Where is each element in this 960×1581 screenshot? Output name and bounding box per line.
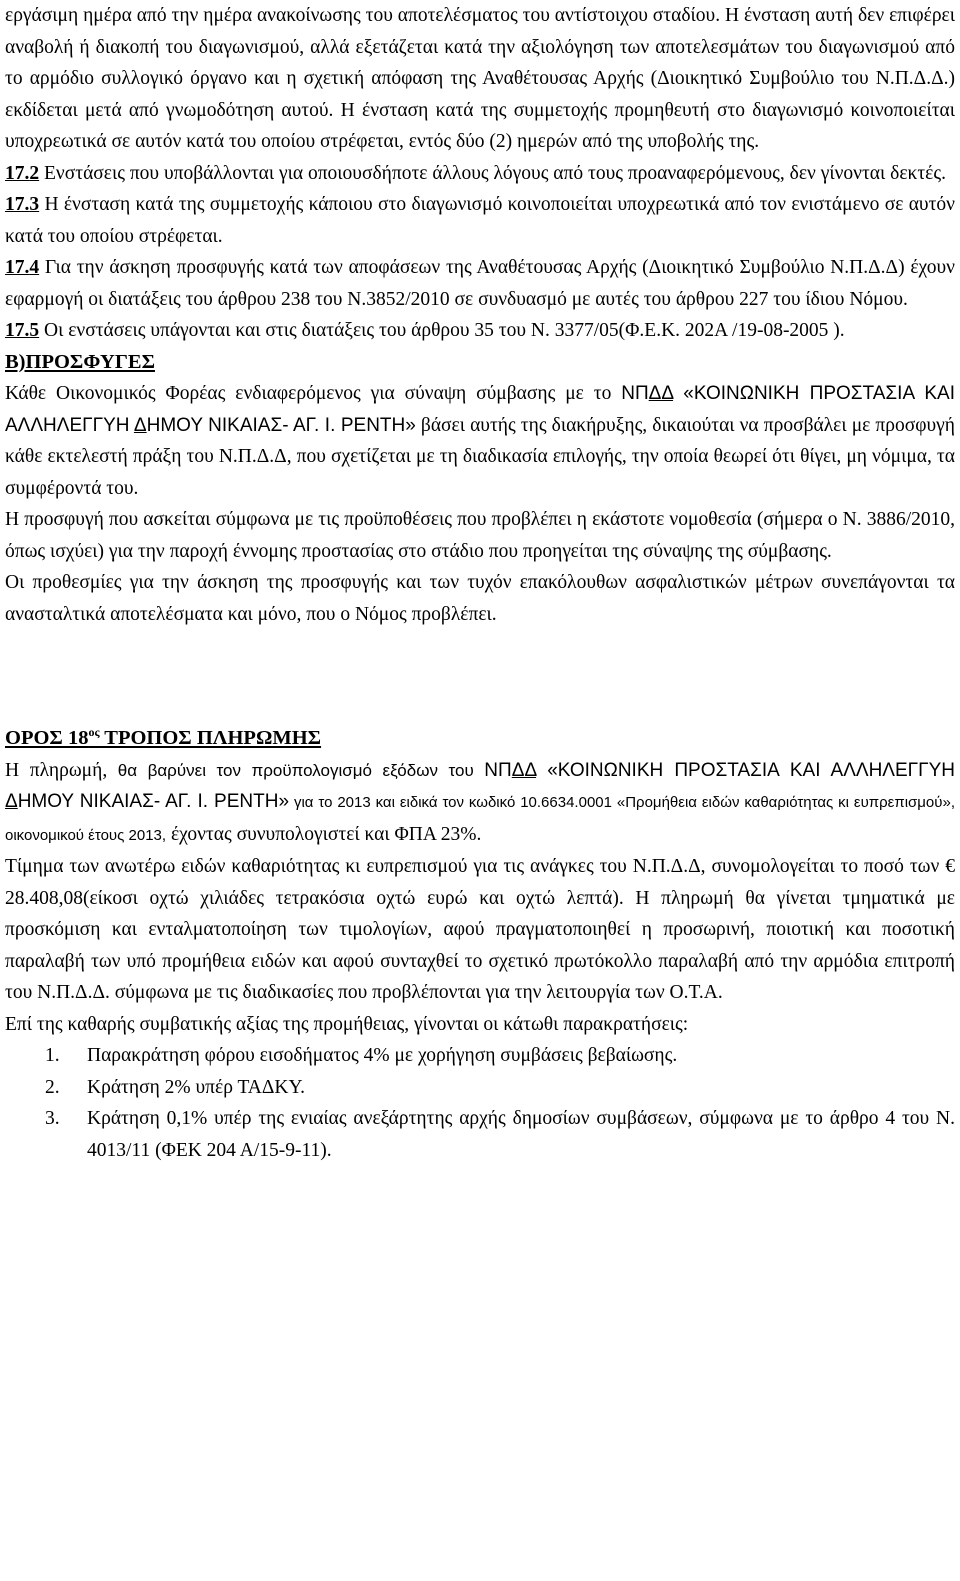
list-number: 3. xyxy=(45,1108,60,1129)
clause-number xyxy=(5,194,39,215)
appeals-paragraph-2 xyxy=(5,504,955,567)
org-name-underlined: ΔΔ xyxy=(648,383,674,404)
term-18-heading xyxy=(5,723,955,755)
clause-number xyxy=(5,320,39,341)
clause-number-b: 2 xyxy=(29,162,40,184)
appeals-paragraph-1 xyxy=(5,378,955,504)
org-name-underlined: Δ xyxy=(5,791,18,812)
clause-text: Ενστάσεις που υποβάλλονται για οποιουσδήποτε άλλους λόγους από τους προαναφερόμενους, δεν γίνονται δεκτές. xyxy=(39,162,946,184)
list-item xyxy=(45,1040,955,1072)
clause-number-a: 17. xyxy=(5,194,30,215)
paragraph-text: έχοντας συνυπολογιστεί και ΦΠΑ 23%. xyxy=(166,823,482,845)
paragraph-text: Επί της καθαρής συμβατικής αξίας της προμήθειας, γίνονται οι κάτωθι παρακρατήσεις: xyxy=(5,1013,689,1035)
clause-17-5 xyxy=(5,315,955,347)
org-name-part: «ΚΟΙΝΩΝΙΚΗ ΠΡΟΣΤΑΣΙΑ ΚΑΙ ΑΛΛΗΛΕΓΓΥΗ xyxy=(5,383,955,436)
org-name-part: «ΚΟΙΝΩΝΙΚΗ ΠΡΟΣΤΑΣΙΑ ΚΑΙ ΑΛΛΗΛΕΓΓΥΗ xyxy=(536,759,955,781)
clause-17-3 xyxy=(5,189,955,252)
clause-text: Για την άσκηση προσφυγής κατά των αποφάσεων της Αναθέτουσας Αρχής (Διοικητικό Συμβούλιο Ν.Π.Δ.Δ) έχουν εφαρμογή οι διατάξεις του άρθρου 238 του Ν.3852/2010 σε συνδυασμό με αυτές του άρθρου 227 του ίδιου Νόμου. xyxy=(5,257,955,310)
clause-text: Οι ενστάσεις υπάγονται και στις διατάξεις του άρθρου 35 του Ν. 3377/05(Φ.Ε.Κ. 202Α /19-08-2005 ). xyxy=(39,320,845,341)
paragraph-text: Η πληρωμή, xyxy=(5,759,108,781)
section-heading: Β)ΠΡΟΣΦΥΓΕΣ xyxy=(5,350,155,373)
appeals-heading xyxy=(5,347,955,379)
clause-17-2 xyxy=(5,158,955,190)
heading-superscript: ος xyxy=(88,725,100,740)
payment-paragraph-2 xyxy=(5,851,955,1009)
heading-part: ΟΡΟΣ 18 xyxy=(5,727,89,749)
appeals-paragraph-3 xyxy=(5,567,955,630)
list-item-text: Κράτηση 2% υπέρ ΤΑΔΚΥ. xyxy=(87,1076,306,1098)
paragraph-text: Κάθε Οικονομικός Φορέας ενδιαφερόμενος για σύναψη σύμβασης με το xyxy=(5,383,622,404)
clause-number-b: 5 xyxy=(29,320,40,341)
clause-number xyxy=(5,163,39,184)
intro-paragraph xyxy=(5,0,955,158)
list-number: 2. xyxy=(45,1076,60,1098)
heading-part: ΤΡΟΠΟΣ ΠΛΗΡΩΜΗΣ xyxy=(99,727,322,749)
section-spacer xyxy=(5,630,955,723)
list-item xyxy=(45,1072,955,1104)
clause-number-b: 4 xyxy=(29,257,40,278)
paragraph-text: Οι προθεσμίες για την άσκηση της προσφυγής και των τυχόν επακόλουθων ασφαλιστικών μέτρων συνεπάγονται τα ανασταλτικά αποτελέσματα και μόνο, που ο Νόμος προβλέπει. xyxy=(5,572,955,625)
paragraph-text: Τίμημα των ανωτέρω ειδών καθαριότητας κι ευπρεπισμού για τις ανάγκες του Ν.Π.Δ.Δ, συνομολογείται το ποσό των € 28.408,08(είκοσι οχτώ χιλιάδες τετρακόσια οχτώ ευρώ και οχτώ λεπτά). Η πληρωμή θα γίνεται τμηματικά με προσκόμιση και ενταλματοποίηση των τιμολογίων, αφού πραγματοποιηθεί η προσωρινή, ποιοτική και ποσοτική παραλαβή των υπό προμήθεια ειδών και αφού συνταχθεί το σχετικό πρωτόκολλο παραλαβή από την αρμόδια επιτροπή του Ν.Π.Δ.Δ. σύμφωνα με τις διαδικασίες που προβλέπονται για την λειτουργία των Ο.Τ.Α. xyxy=(5,856,955,1003)
org-name-part: ΗΜΟΥ ΝΙΚΑΙΑΣ- ΑΓ. Ι. ΡΕΝΤΗ» xyxy=(17,791,290,812)
budget-code-text: για το 2013 και ειδικά τον κωδικό 10.6634.0001 «Προμήθεια ειδών καθαριότητας κι ευπρεπισμού», οικονομικού έτους 2013, xyxy=(5,794,955,844)
clause-text: Η ένσταση κατά της συμμετοχής κάποιου στο διαγωνισμό κοινοποιείται υποχρεωτικά από τον ενιστάμενο σε αυτόν κατά του οποίου στρέφεται. xyxy=(5,194,955,247)
payment-paragraph-3 xyxy=(5,1009,955,1041)
paragraph-text: βάσει αυτής της διακήρυξης, δικαιούται να προσβάλει με προσφυγή κάθε εκτελεστή πράξη του Ν.Π.Δ.Δ, που σχετίζεται με τη διαδικασία επιλογής, την οποία θεωρεί ότι θίγει, μη νόμιμα, τα συμφέροντά του. xyxy=(5,414,955,499)
list-number: 1. xyxy=(45,1045,60,1066)
list-item xyxy=(45,1103,955,1166)
clause-number-a: 17. xyxy=(5,162,30,184)
paragraph-text: Η προσφυγή που ασκείται σύμφωνα με τις προϋποθέσεις που προβλέπει η εκάστοτε νομοθεσία (σήμερα ο Ν. 3886/2010, όπως ισχύει) για την παροχή έννομης προστασίας στο στάδιο που προηγείται της σύναψης της σύμβασης. xyxy=(5,509,955,562)
org-name-underlined: ΔΔ xyxy=(511,759,537,781)
org-name-part: ΝΠ xyxy=(484,759,512,781)
clause-number-b: 3 xyxy=(29,194,40,215)
deductions-list xyxy=(5,1040,955,1166)
clause-number-a: 17. xyxy=(5,320,30,341)
clause-17-4 xyxy=(5,252,955,315)
clause-number xyxy=(5,257,39,278)
list-item-text: Παρακράτηση φόρου εισοδήματος 4% με χορήγηση συμβάσεις βεβαίωσης. xyxy=(87,1045,678,1066)
clause-number-a: 17. xyxy=(5,257,30,278)
intro-text: εργάσιμη ημέρα από την ημέρα ανακοίνωσης του αποτελέσματος του αντίστοιχου σταδίου. Η ένσταση αυτή δεν επιφέρει αναβολή ή διακοπή του διαγωνισμού, αλλά εξετάζεται κατά την αξιολόγηση των αποτελεσμάτων του διαγωνισμού από το αρμόδιο συλλογικό όργανο και η σχετική απόφαση της Αναθέτουσας Αρχής (Διοικητικό Συμβούλιο του Ν.Π.Δ.Δ.) εκδίδεται μετά από γνωμοδότηση αυτού. Η ένσταση κατά της συμμετοχής προμηθευτή στο διαγωνισμό κοινοποιείται υποχρεωτικά σε αυτόν κατά του οποίου στρέφεται, εντός δύο (2) ημερών από της υποβολής της. xyxy=(5,5,955,152)
list-item-text: Κράτηση 0,1% υπέρ της ενιαίας ανεξάρτητης αρχής δημοσίων συμβάσεων, σύμφωνα με το άρθρο 4 του Ν. 4013/11 (ΦΕΚ 204 Α/15-9-11). xyxy=(87,1108,955,1161)
org-name-underlined: Δ xyxy=(133,414,147,436)
payment-paragraph-1 xyxy=(5,755,955,852)
paragraph-text: θα βαρύνει τον προϋπολογισμό εξόδων του xyxy=(107,760,485,780)
org-name-part: ΗΜΟΥ ΝΙΚΑΙΑΣ- ΑΓ. Ι. ΡΕΝΤΗ» xyxy=(146,414,416,436)
org-name-part: ΝΠ xyxy=(621,383,649,404)
section-heading xyxy=(5,727,321,749)
